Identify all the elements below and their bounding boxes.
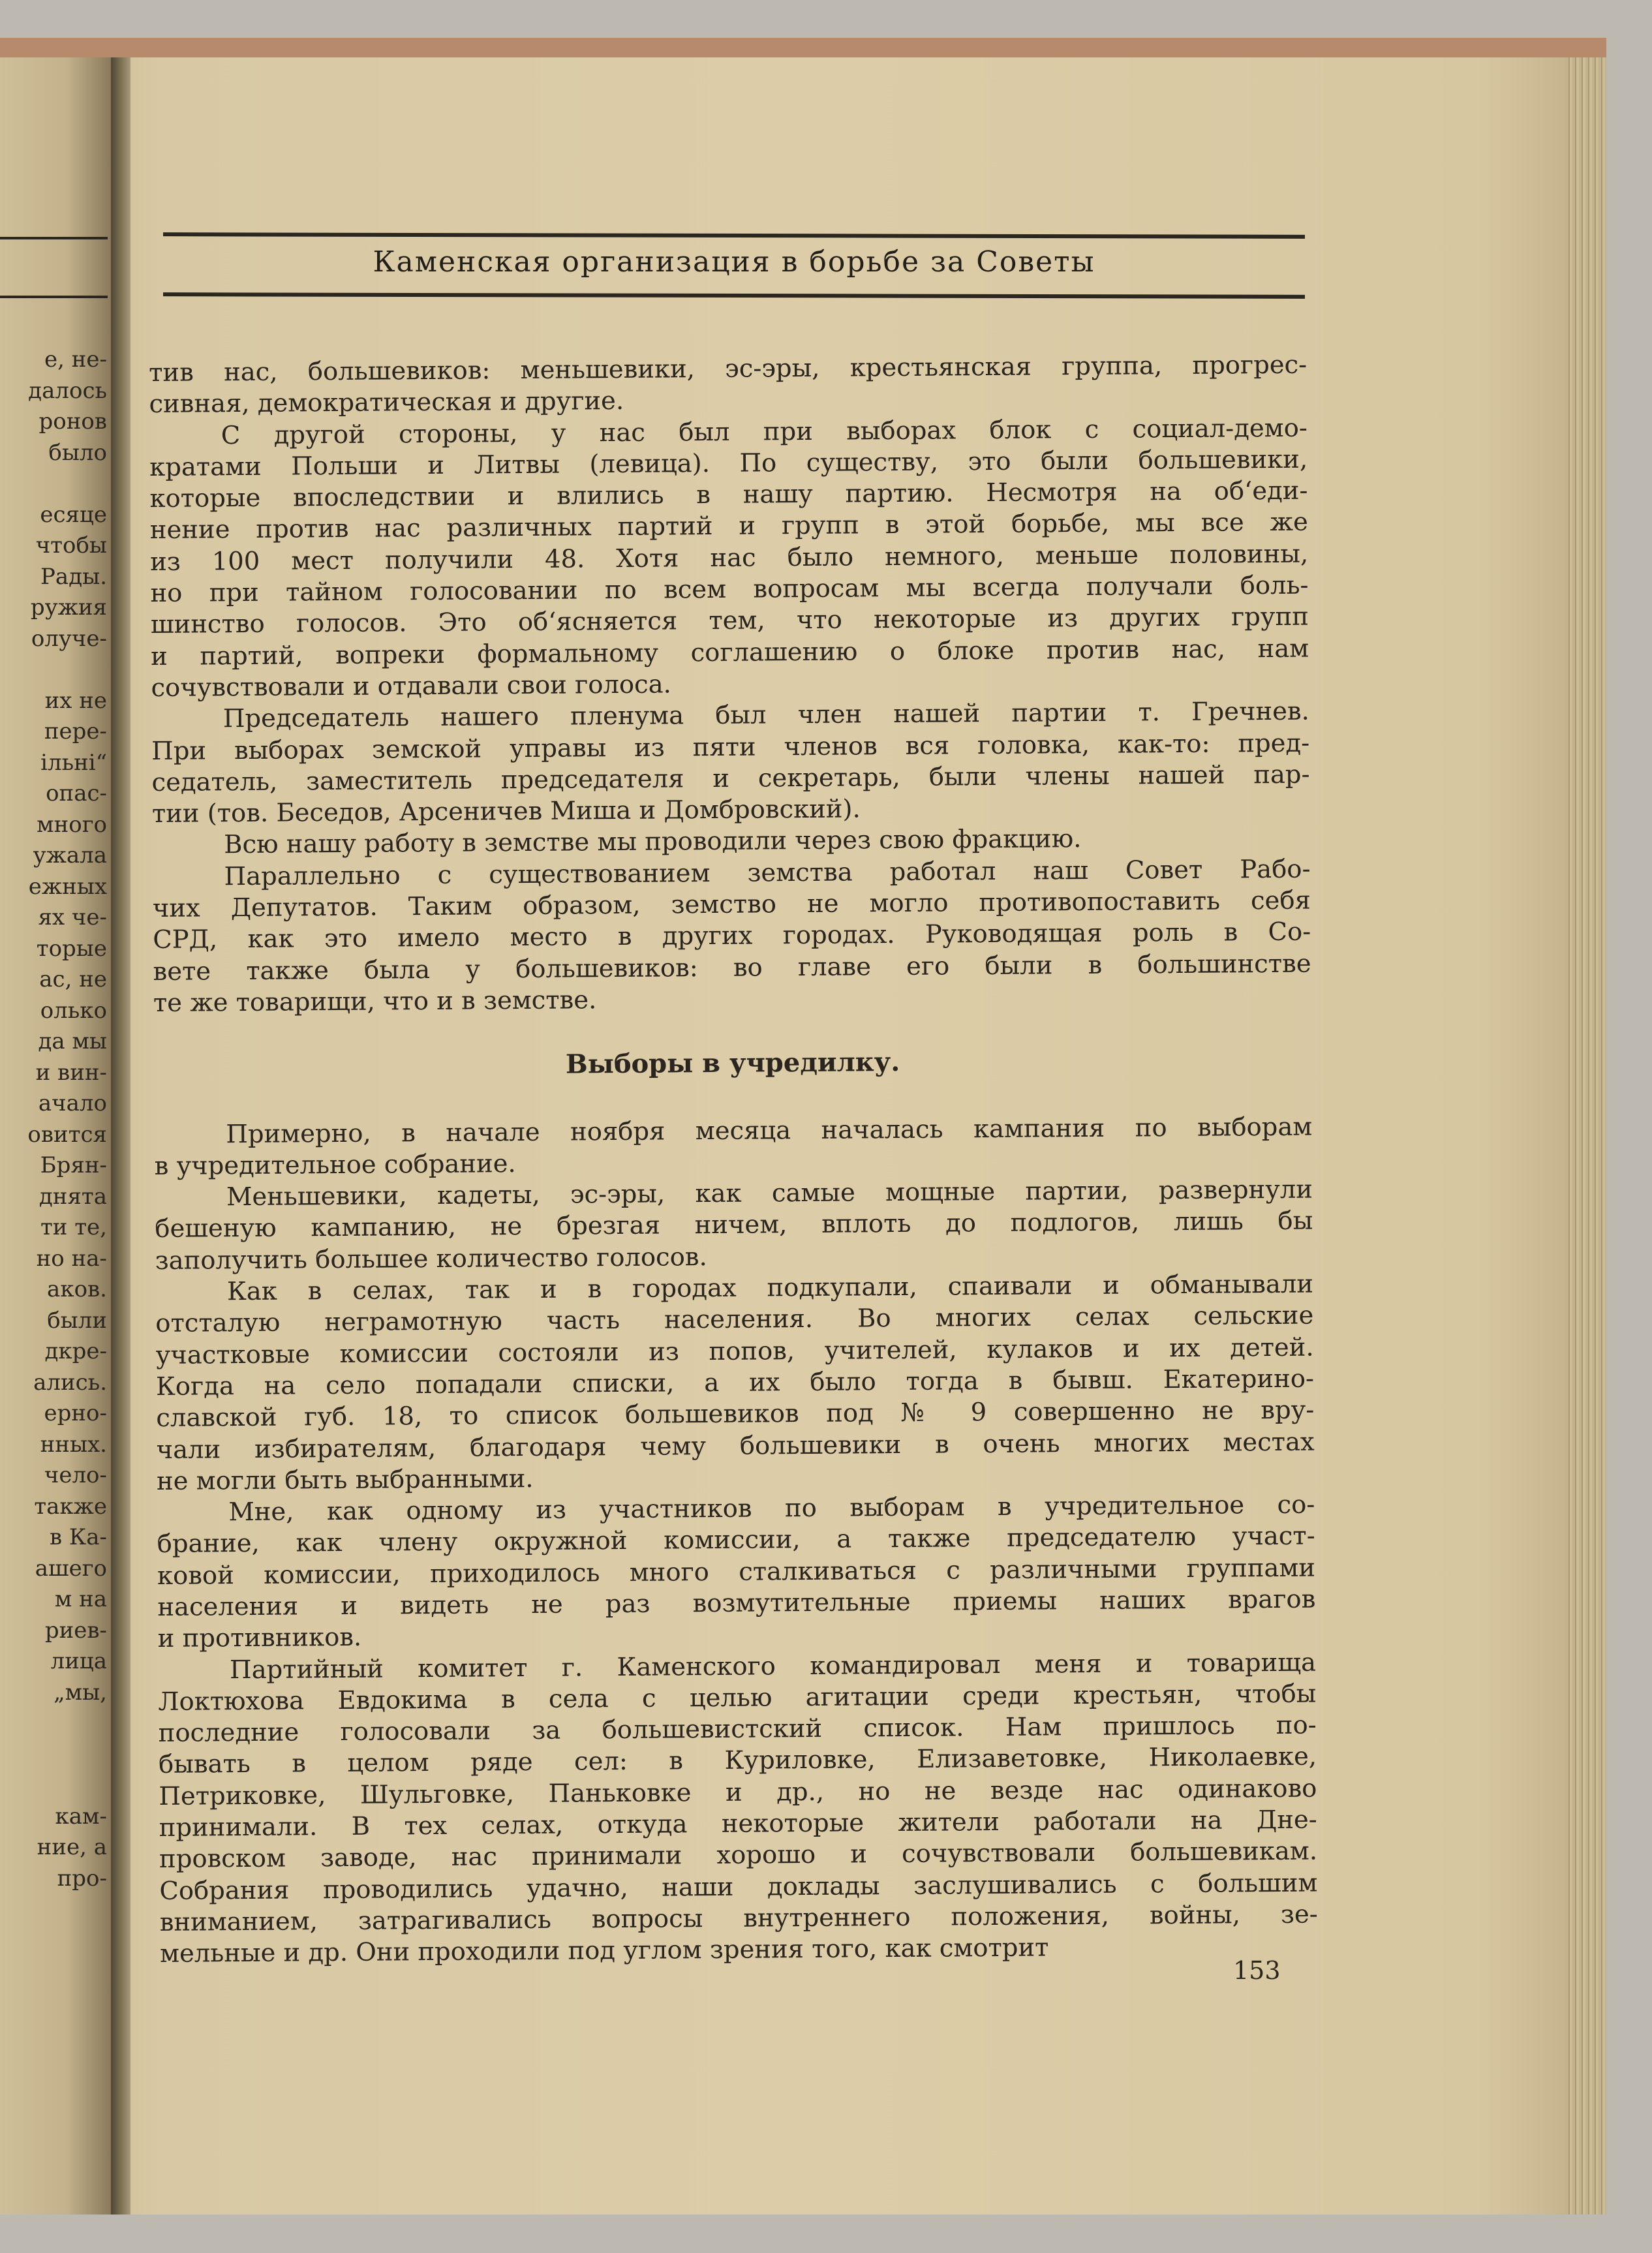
left-page-line: ашего [35,1555,107,1582]
text-line: Председатель нашего пленума был член нашей партии т. Гречнев. [222,696,1309,734]
text-line: тии (тов. Беседов, Арсеничев Миша и Домбровский). [151,794,861,829]
text-line: сивная, демократическая и другие. [149,386,624,420]
left-page-line: в Ка- [49,1524,107,1550]
text-line: шинство голосов. Это об‘ясняется тем, что некоторые из других групп [150,602,1309,640]
left-page-line: Брян- [40,1152,107,1178]
text-line: те же товарищи, что и в земстве. [153,985,597,1018]
left-page-line: е, не- [44,346,107,373]
left-page-line: олуче- [31,625,107,652]
text-line: Всю нашу работу в земстве мы проводили через свою фракцию. [224,824,1082,860]
left-page-line: аков. [47,1276,107,1302]
left-page-line: днята [38,1183,107,1210]
text-line: последние голосовали за большевистский список. Нам пришлось по- [158,1710,1317,1749]
text-line: бывать в целом ряде сел: в Куриловке, Елизаветовке, Николаевке, [158,1742,1317,1780]
text-line: чали избирателям, благодаря чему большевики в очень многих местах [156,1427,1315,1465]
left-page-line: опас- [46,780,107,806]
left-page-line: было [48,439,107,466]
text-line: седатель, заместитель председателя и секретарь, были члены нашей пар- [151,759,1310,797]
left-page-line: лица [50,1648,107,1674]
left-page-line: ас, не [39,966,107,992]
page-number: 153 [1233,1956,1281,1985]
left-page-line: ежных [28,873,107,900]
text-line: СРД, как это имело место в других городах. Руководящая роль в Со- [153,917,1311,955]
left-page-line: пере- [44,718,107,744]
left-page-line: торые [36,935,107,962]
section-heading: Выборы в учредилку. [565,1047,900,1080]
left-page-line: Рады. [40,563,107,590]
text-line: С другой стороны, у нас был при выборах блок с социал-демо- [221,413,1308,450]
text-line: принимали. В тех селах, откуда некоторые жители работали на Дне- [159,1805,1317,1843]
text-line: Меньшевики, кадеты, эс-эры, как самые мощные партии, развернули [226,1174,1313,1212]
scanned-book-spread [0,38,1606,2215]
text-line: Параллельно с существованием земства работал наш Совет Рабо- [224,854,1311,891]
left-page-line: и вин- [35,1059,107,1086]
text-line: ковой комиссии, приходилось много сталкиваться с различными группами [157,1553,1316,1591]
left-page-line: да мы [38,1028,107,1054]
page-top-edge [0,38,1606,57]
header-rule-top [163,232,1305,239]
text-line: брание, как члену окружной комиссии, а также председателю участ- [157,1521,1315,1559]
left-page-line: чело- [44,1462,107,1488]
left-page-line: далось [28,377,107,404]
left-page-line: ались. [33,1369,107,1396]
left-page-line: были [47,1307,107,1334]
text-line: и противников. [157,1623,362,1654]
text-line: славской губ. 18, то список большевиков под № 9 совершенно не вру- [156,1395,1315,1433]
text-line: Петриковке, Шульговке, Паньковке и др., но не везде нас одинаково [159,1773,1317,1811]
text-line: Мне, как одному из участников по выборам в учредительное со- [228,1490,1315,1527]
left-page-line: ужала [33,842,107,868]
text-line: участковые комиссии состояли из попов, учителей, кулаков и их детей. [155,1332,1314,1370]
page-body [149,350,1318,1970]
left-page-line: ние, а [37,1834,107,1860]
text-line: в учредительное собрание. [154,1148,516,1181]
text-line: провском заводе, нас принимали хорошо и сочувствовали большевикам. [159,1836,1318,1875]
text-line: тив нас, большевиков: меньшевики, эс-эры, крестьянская группа, прогрес- [149,350,1308,388]
left-page-line: риев- [44,1617,107,1644]
left-page-line: дкре- [44,1338,107,1364]
text-line: но при тайном голосовании по всем вопросам мы всегда получали боль- [150,570,1309,609]
text-line: Как в селах, так и в городах подкупали, спаивали и обманывали [226,1269,1314,1307]
text-line: из 100 мест получили 48. Хотя нас было немного, меньше половины, [150,539,1309,577]
left-page-line: ружия [30,594,107,621]
text-line: чих Депутатов. Таким образом, земство не могло противопоставить себя [152,885,1311,924]
left-page-line: ях че- [38,904,107,930]
header-rule-bottom [163,292,1305,299]
left-page-line: много [37,811,107,838]
text-line: мельные и др. Они проходили под углом зрения того, как смотрит [159,1933,1049,1969]
text-line: Собрания проводились удачно, наши доклады заслушивались с большим [159,1868,1318,1906]
text-line: кратами Польши и Литвы (левица). По существу, это были большевики, [149,444,1308,482]
left-page-line: м на [54,1586,107,1612]
left-page-line: овится [27,1121,107,1148]
left-page-line: ронов [38,408,107,435]
left-header-rule [0,237,108,239]
left-page-line: ачало [38,1090,107,1116]
text-line: нение против нас различных партий и групп в этой борьбе, мы все же [149,508,1308,545]
left-page-line: ерно- [44,1400,107,1426]
left-page-line: но на- [36,1245,107,1272]
left-page-line: есяце [40,501,107,528]
text-line: заполучить большее количество голосов. [155,1242,707,1276]
text-line: населения и видеть не раз возмутительные приемы наших врагов [157,1584,1316,1622]
text-line: Локтюхова Евдокима в села с целью агитации среди крестьян, чтобы [158,1679,1317,1717]
running-header: Каменская организация в борьбе за Советы [373,245,1095,279]
left-page-line: ти те, [40,1214,107,1240]
page-edges [1566,57,1606,2215]
text-line: Партийный комитет г. Каменского командировал меня и товарища [229,1648,1317,1685]
left-page-fragment [0,57,111,2215]
text-line: Когда на село попадали списки, а их было тогда в бывш. Екатерино- [155,1364,1315,1402]
left-page-line: также [34,1493,107,1520]
text-line: вете также была у большевиков: во главе его были в большинстве [153,949,1311,987]
left-page-line: кам- [55,1803,107,1830]
left-page-line: нных. [40,1431,107,1458]
left-page-line: „мы, [54,1679,107,1706]
left-page-line: их не [44,687,107,714]
left-page-line: ільні“ [40,749,107,776]
book-spine [111,57,130,2215]
text-line: вниманием, затрагивались вопросы внутреннего положения, войны, зе- [159,1899,1318,1937]
text-line: сочувствовали и отдавали свои голоса. [151,669,671,703]
text-line: При выборах земской управы из пяти членов вся головка, как-то: пред- [151,728,1310,766]
text-line: бешеную кампанию, не брезгая ничем, вплоть до подлогов, лишь бы [155,1206,1313,1244]
text-line: и партий, вопреки формальному соглашению о блоке против нас, нам [151,634,1309,671]
left-page-line: чтобы [35,532,107,559]
text-line: отсталую неграмотную часть населения. Во многих селах сельские [155,1300,1314,1339]
left-page-line: олько [40,997,107,1024]
text-line: Примерно, в начале ноября месяца началась кампания по выборам [226,1112,1313,1149]
text-line: которые впоследствии и влились в нашу партию. Несмотря на об‘еди- [149,476,1308,514]
text-line: не могли быть выбранными. [156,1464,534,1496]
left-page-line: про- [57,1865,107,1892]
left-header-rule [0,296,108,298]
